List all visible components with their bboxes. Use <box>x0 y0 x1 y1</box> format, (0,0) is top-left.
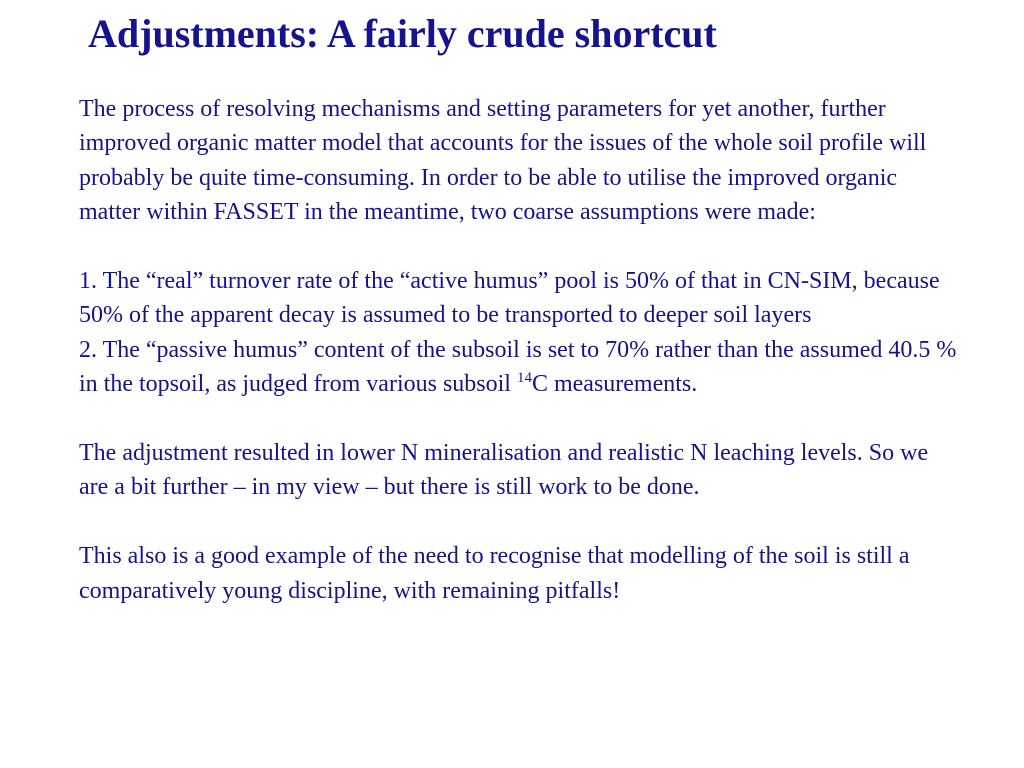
assumption-1-paragraph: 1. The “real” turnover rate of the “active humus” pool is 50% of that in CN-SIM, because 50% of the apparent decay is assumed to be transported to deeper soil layers <box>79 268 940 329</box>
paragraph-spacer <box>79 505 959 539</box>
assumption-2-paragraph <box>79 333 959 402</box>
slide-title: Adjustments: A fairly crude shortcut <box>88 11 717 56</box>
assumption-2-text-end: C measurements. <box>531 371 698 398</box>
assumption-2-text: 2. The “passive humus” content of the subsoil is set to 70% rather than the assumed 40.5 % in the topsoil, as judged from various subsoil <box>79 336 957 398</box>
intro-paragraph: The process of resolving mechanisms and setting parameters for yet another, further improved organic matter model that accounts for the issues of the whole soil profile will probably be quite time-consuming. In order to be able to utilise the improved organic matter within FASSET in the meantime, two coarse assumptions were made: <box>79 96 927 226</box>
conclusion-paragraph: This also is a good example of the need to recognise that modelling of the soil is still a comparatively young discipline, with remaining pitfalls! <box>79 543 910 604</box>
slide-body <box>79 92 959 608</box>
isotope-superscript: 14 <box>516 370 532 387</box>
paragraph-spacer <box>79 230 959 264</box>
paragraph-spacer <box>79 402 959 436</box>
result-paragraph: The adjustment resulted in lower N mineralisation and realistic N leaching levels. So we are a bit further – in my view – but there is still work to be done. <box>79 440 929 501</box>
